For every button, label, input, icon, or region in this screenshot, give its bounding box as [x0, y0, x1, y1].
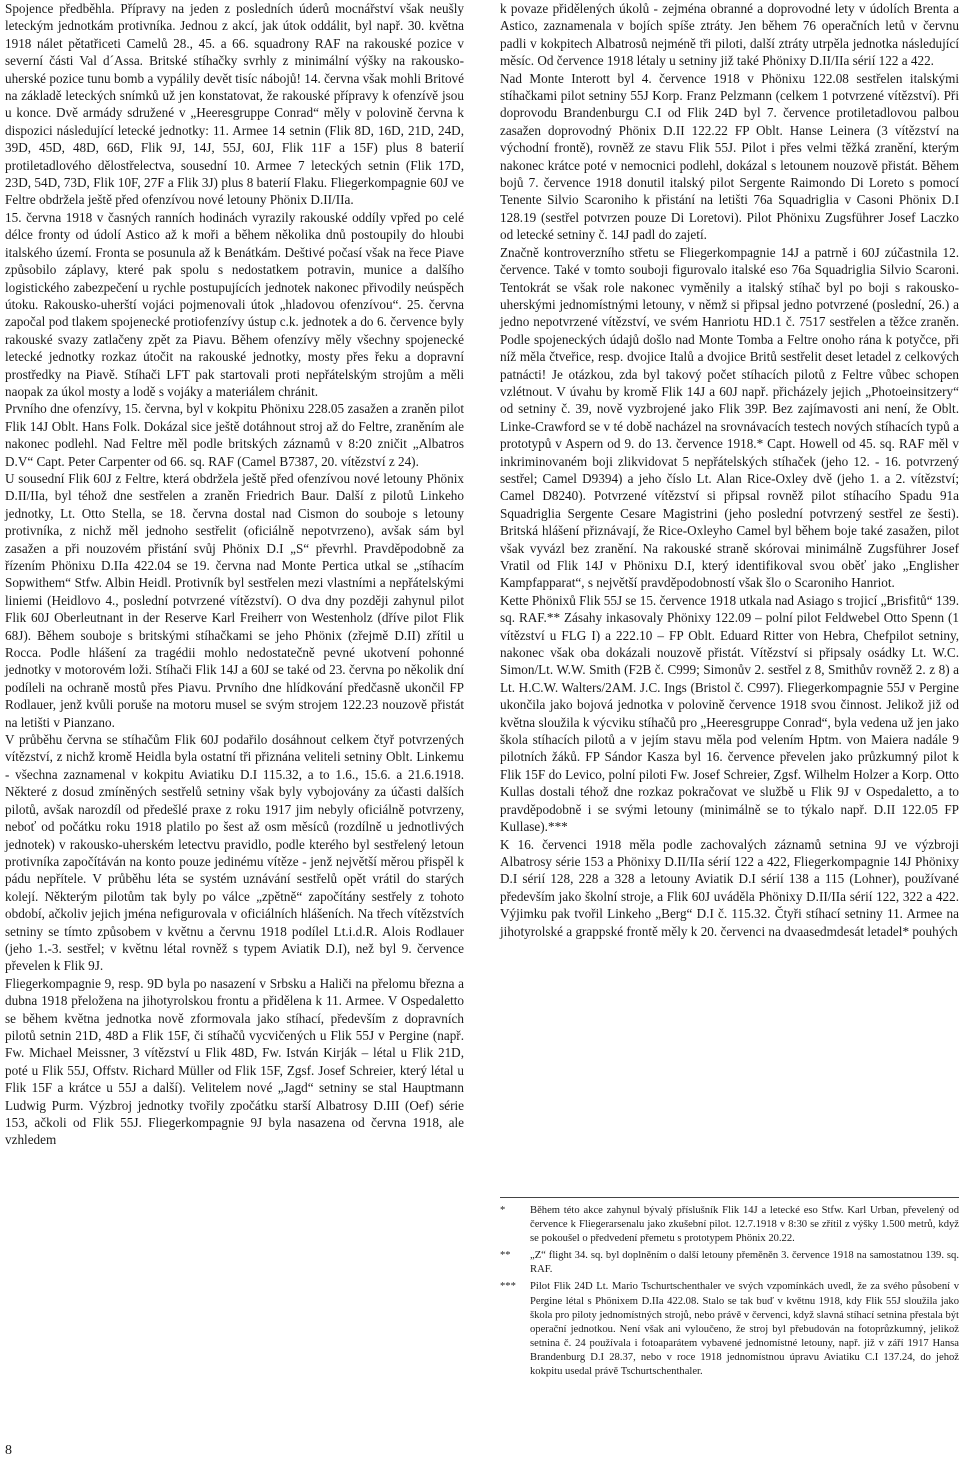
footnote-text: Během této akce zahynul bývalý příslušník Flik 14J a letecké eso Stfw. Karl Urban, převelený od července k Fliegerarsenalu jako zkušební pilot. 12.7.1918 v 8:30 se zřítil z výšky 1.500 metrů, když se pokoušel o předvedení přemetu s prototypem Phönix 20.22. [530, 1205, 959, 1245]
footnote-mark: ** [500, 1250, 511, 1262]
paragraph: Fliegerkompagnie 9, resp. 9D byla po nasazení v Srbsku a Haliči na přelomu března a dubna 1918 přeložena na jihotyrolskou frontu a přidělena k 11. Armee. V Ospedaletto se během května jednotka nově zformovala jako stíhací, především z dopravních pilotů setnin 21D, 48D a Flik 15F, či stíhačů vycvičených u Flik 55J v Pergine (např. Fw. Michael Meissner, 3 vítězství u Flik 48D, Fw. István Kirják – létal u Flik 21D, poté u Flik 55J, Offstv. Richard Müller od Flik 15F, Zgsf. Josef Schreier, který létal u Flik 15F a krátce u 55J a další). Velitelem nové „Jagd“ setniny se stal Hauptmann Ludwig Purm. Výzbroj jednotky tvořily zpočátku starší Albatrosy D.III (Oef) série 153, ačkoli od Flik 55J. Fliegerkompagnie 9J byla nasazena od června 1918, ale vzhledem [5, 975, 464, 1148]
paragraph: U sousední Flik 60J z Feltre, která obdržela ještě před ofenzívou nové letouny Phönix D.II/IIa, byl téhož dne sestřelen a zraněn Friedrich Baur. Další z pilotů Linkeho jednotky, Lt. Otto Stella, se 18. června dostal nad Cismon do souboje s letouny protivníka, z nichž měl jednoho sestřelit (oficiálně nepotvrzeno), avšak sám byl zasažen a při nouzovém přistání svůj Phönix D.I „S“ převrhl. Pravděpodobně za řízením Phönixu D.IIa 422.04 se 19. června nad Monte Pertica utkal se „stíhacím Sopwithem“ Stfw. Albin Heidl. Protivník byl sestřelen mezi vlastními a nepřátelskými liniemi (Heidlovo 4., poslední potvrzené vítězství). O dva dny později zahynul pilot Flik 60J Oberleutnant in der Reserve Karl Freiherr von Westenholz (dříve pilot Flik 68J). Během souboje s britskými stíhačkami se jeho Phönix (zřejmě D.II) zřítil u Rocca. Podle hlášení za tragédii mohlo nedostatečně pevné ukotvení pohonné jednotky v motorovém loži. Stíhači Flik 14J a 60J se také od 23. června po několik dní podíleli na ochraně mostů přes Piavu. Prvního dne hlídkování předčasně ukončil FP Rodlauer, jenž kvůli poruše na motoru musel se svým strojem 122.23 nouzově přistát na letišti v Pianzano. [5, 470, 464, 730]
paragraph: Prvního dne ofenzívy, 15. června, byl v kokpitu Phönixu 228.05 zasažen a zraněn pilot Flik 14J Oblt. Hans Folk. Dokázal sice ještě dotáhnout stroj až do Feltre, zraněním ale nakonec podlehl. Nad Feltre měl podle britských záznamů v 8:20 zničit „Albatros D.V“ Capt. Peter Carpenter od 66. sq. RAF (Camel B7387, 20. vítězství z 24). [5, 401, 464, 469]
paragraph: k povaze přidělených úkolů - zejména obranné a doprovodné lety v údolích Brenta a Astico, zaznamenala v bojích spíše ztráty. Jen během 76 operačních letů v červnu padli v kokpitech Albatrosů nejméně tři piloti, další ztráty utrpěla jednotka následující měsíc. Od července 1918 létaly u setniny již také Phönixy D.II/IIa sérií 122 a 422. [500, 1, 959, 69]
page-number: 8 [5, 1443, 12, 1458]
paragraph: 15. června 1918 v časných ranních hodinách vyrazily rakouské oddíly vpřed po celé délce fronty od údolí Astico až k moři a během několika dnů postoupily do hloubi italského území. Fronta se posunula až k Benátkám. Deštivé počasí však na řece Piave způsobilo záplavy, které pak spolu s nedostatkem potravin, munice a dalšího logistického zabezpečení u rychle postupujících jednotek nakonec přivodily neúspěch útoku. Rakousko-uherští vojáci pojmenovali útok „hladovou ofenzívou“. 25. června započal pod tlakem spojenecké protiofenzívy ústup c.k. jednotek a do 6. července byly rakouské svazy zatlačeny zpět za Piavu. Během ofenzívy měly všechny spojenecké letecké jednotky rozkaz útočit na rakouské jednotky, mosty přes řeku a dopravní prostředky na Piavě. Stíhači LFT pak startovali proti nepřátelským strojům a měli naopak za úkol mosty a lodě s vojáky a materiálem chránit. [5, 209, 464, 399]
footnote-mark: * [500, 1205, 506, 1216]
footnotes [500, 1197, 959, 1382]
paragraph: Kette Phönixů Flik 55J se 15. července 1918 utkala nad Asiago s trojicí „Brisfitů“ 139. sq. RAF.** Zásahy inkasovaly Phönixy 122.09 – polní pilot Feldwebel Otto Spenn (1 vítězství u FLG I) a 222.10 – FP Oblt. Eduard Ritter von Hebra, Chefpilot setniny, nakonec však oba dokázali nouzově přistát. Vítězství si připsaly osádky Lt. W.C. Simon/Lt. W.W. Smith (F2B č. C999; Simonův 2. sestřel z 8, Smithův rovněž 2. z 8) a Lt. H.C.W. Walters/2AM. J.C. Ings (Bristol č. C997). Fliegerkompagnie 55J v Pergine ukončila jako bojová jednotka v polovině července 1918 svou činnost. Jelikož již od května sloužila k výcviku stíhačů pro „Heeresgruppe Conrad“, byla vedena už jen jako škola stíhacích pilotů a v jejím stavu měla pod velením Hptm. von Maiera nadále 9 pilotních žáků. FP Sándor Kasza byl 16. července převelen jako průzkumný pilot k Flik 15F do Levico, polní piloti Fw. Josef Schreier, Zgsf. Wilhelm Holzer a Korp. Otto Kullas dostali téhož dne rozkaz pokračovat ve službě u Flik 9J v Ospedaletto, a to pravděpodobně i se svými letouny (minimálně se to týkalo např. D.II 122.05 FP Kullase).*** [500, 592, 959, 835]
paragraph: Nad Monte Interott byl 4. července 1918 v Phönixu 122.08 sestřelen italskými stíhačkami pilot setniny 55J Korp. Franz Pelzmann (celkem 1 potvrzené vítězství). Při doprovodu Brandenburgu C.I od Flik 24D byl 7. července protiletadlovou palbou zasažen doprovodný Phönix D.II 122.22 FP Oblt. Hanse Leinera (3 vítězství na východní frontě), rovněž ze stavu Flik 55J. Pilot i přes velmi těžká zranění, kterým nakonec krátce poté v nemocnici podlehl, dokázal s letounem nouzově přistát. Během bojů 7. července 1918 donutil italský pilot Sergente Raimondo Di Loreto s pomocí Tenente Silvio Scaroniho k přistání na letišti 76a Squadriglia v Casoni Phönix D.I 128.19 (sestřel potvrzen pouze Di Loretovi). Pilot Phönixu Zugsführer Josef Laczko od letecké setniny č. 14J padl do zajetí. [500, 70, 959, 243]
footnote [500, 1204, 959, 1246]
footnote [500, 1249, 959, 1277]
paragraph: Spojence předběhla. Přípravy na jeden z posledních úderů mocnářství však neušly leteckým jednotkám protivníka. Jednou z akcí, jak útok oddálit, byl např. 30. května 1918 nálet pětatřiceti Camelů 28., 45. a 66. squadrony RAF na rakouské pozice v severní části Val d´Assa. Britské stíhačky svrhly z minimální výšky na rakousko-uherské pozice tunu bomb a vypálily devět tisíc nábojů! 14. června však mohli Britové na základě leteckých snímků už jen konstatovat, že rakouské přípravy k ofenzívě jsou u konce. Dvě armády sdružené v „Heeresgruppe Conrad“ měly v polovině června k dispozici následující letecké jednotky: 11. Armee 14 setnin (Flik 8D, 16D, 21D, 24D, 39D, 45D, 48D, 66D, Flik 9J, 14J, 55J, 60J, Flik 11F a 15F) plus 8 baterií protiletadlového dělostřelectva, sousední 10. Armee 7 leteckých setnin (Flik 17D, 23D, 54D, 73D, Flik 10F, 27F a Flik 3J) plus 8 baterií Flaku. Fliegerkompagnie 60J ve Feltre obdržela ještě před ofenzívou nové letouny Phönix D.II/IIa. [5, 1, 464, 208]
footnote-divider [500, 1197, 959, 1198]
footnote [500, 1280, 959, 1379]
paragraph: K 16. červenci 1918 měla podle zachovalých záznamů setnina 9J ve výzbroji Albatrosy série 153 a Phönixy D.II/IIa sérií 122 a 422, Fliegerkompagnie 14J Phönixy D.I sérií 128, 228 a 328 a letouny Aviatik D.I sérií 138 a 115 (Lohner), používané především jako školní stroje, a Flik 60J uváděla Phönixy D.II/IIa sérií 122, 322 a 422. Výjimku pak tvořil Linkeho „Berg“ D.I č. 115.32. Čtyři stíhací setniny 11. Armee na jihotyrolské a grappské frontě měly k 20. červenci na dvaasedmdesát letadel* pouhých [500, 836, 959, 939]
paragraph: Značně kontroverzního střetu se Fliegerkompagnie 14J a patrně i 60J zúčastnila 12. července. Také v tomto souboji figurovalo italské eso 76a Squadriglia Silvio Scaroni. Tentokrát se však role nakonec vyměnily a italský stíhač byl po boji s rakousko-uherskými jednomístnými letouny, v němž si připsal jedno potvrzené (poslední, 26.) a jedno nepotvrzené vítězství, ve svém Hanriotu HD.1 č. 7517 sestřelen a těžce zraněn. Podle spojeneckých údajů došlo nad Monte Tomba a Feltre onoho rána k potyčce, při níž měla čtveřice, resp. dvojice Italů a dvojice Britů sestřelit deset letadel z celkových patnácti! Je otázkou, zda byl takový počet stíhacích pilotů z Feltre vůbec schopen vzlétnout. V úvahu by kromě Flik 14J a 60J např. přicházely jejich „Photoeinsitzery“ od setniny č. 39, nově vyzbrojené jako Flik 39P. Bez zajímavosti ani není, že Oblt. Linke-Crawford se v té době nacházel na srovnávacích testech nových stíhacích typů a prototypů v Aspern od 9. do 13. července 1918.* Capt. Howell od 45. sq. RAF měl v inkriminovaném boji zlikvidovat 5 nepřátelských stíhaček (jeho 12. - 16. potvrzený sestřel; Camel D9394) a jeho číslo Lt. Alan Rice-Oxley dvě (jeho 1. a 2. vítězství; Camel D8240). Potvrzené vítězství si připsal rovněž pilot stíhacího Spadu 91a Squadriglia Sergente Cesare Magistrini (jeho poslední potvrzený sestřel ze šesti). Britská hlášení přiznávají, že Rice-Oxleyho Camel byl během boje také zasažen, pilot však vyvázl bez zranění. Na rakouské straně skórovai minimálně Zugsführer Josef Vratil od Flik 14J v Phönixu D.I, který identifikoval svou oběť jako „Englisher Kampfapparat“, s největší pravděpodobností však šlo o Scaroniho Hanriot. [500, 244, 959, 591]
paragraph: V průběhu června se stíhačům Flik 60J podařilo dosáhnout celkem čtyř potvrzených vítězství, z nichž kromě Heidla byla ostatní tři přiznána veliteli setniny Oblt. Linkemu - všechna zaznamenal v kokpitu Aviatiku D.I 115.32, a to 1.6., 15.6. a 21.6.1918. Některé z dosud zmíněných sestřelů setniny však byly vybojovány za účasti dalších pilotů, avšak narozdíl od předešlé praxe z roku 1917 jim nebyly oficiálně potvrzeny, neboť od počátku roku 1918 platilo po šest až osm měsíců (rozdílně u jednotlivých jednotek) v rakousko-uherském letectvu pravidlo, podle kterého byl sestřelený letoun protivníka započítáván na konto pouze jedinému vítěze - jenž největší měrou přispěl k pádu nepřítele. V průběhu léta se systém uznávání sestřelů opět vrátil do starých kolejí. Některým pilotům tak byly po válce „zpětně“ započítány sestřely z tohoto období, ačkoliv jejich jména nefigurovala v oficiálních hlášeních. Na třech vítězstvích setniny se tímto způsobem v květnu a červnu 1918 podílel Lt.i.d.R. Alois Rodlauer (jeho 1.-3. sestřel; v květnu létal rovněž s typem Aviatik D.I), než byl 9. července převelen k Flik 9J. [5, 732, 464, 974]
left-text-column [5, 0, 464, 1149]
footnote-text: „Z“ flight 34. sq. byl doplněním o další letouny přeměněn 3. července 1918 na samostatnou 139. sq. RAF. [530, 1250, 959, 1276]
footnote-mark: *** [500, 1281, 516, 1293]
footnote-text: Pilot Flik 24D Lt. Mario Tschurtschenthaler ve svých vzpomínkách uvedl, že za svého působení v Pergine létal s Phönixem D.IIa 422.08. Stalo se tak buď v květnu 1918, kdy Flik 55J sloužila jako škola pro piloty jednomístných strojů, nebo právě v červenci, když slavná stíhací setnina přestala být operační jednotkou. Není však ani vyloučeno, že stroj byl přebudován na fotoprůzkumný, jelikož setnina č. 24 používala i fotoaparátem vybavené jednomístné letouny, např. již v září 1917 Hansa Brandenburg D.I 28.37, nebo v roce 1918 jednomístnou úpravu Aviatiku C.I 137.24, do jehož kokpitu usedal právě Tschurtschenthaler. [530, 1281, 959, 1378]
right-text-column [500, 0, 959, 940]
